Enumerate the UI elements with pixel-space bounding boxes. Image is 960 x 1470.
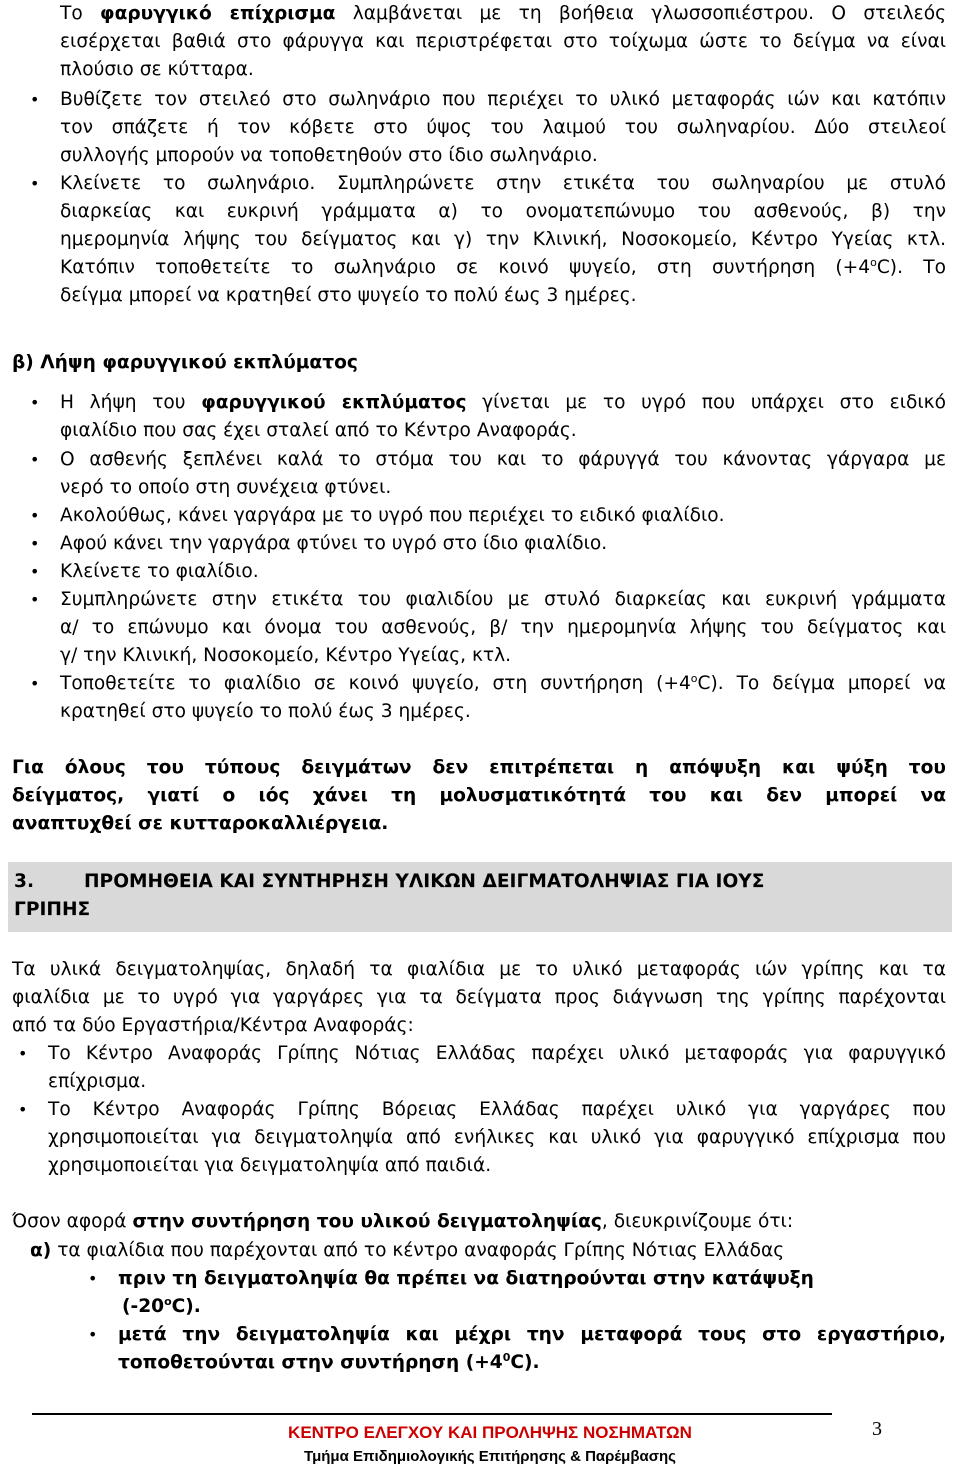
list-item-line: γ/ την Κλινική, Νοσοκομείο, Κέντρο Υγείας, κτλ.	[60, 645, 512, 666]
sublist-label: α)	[30, 1240, 52, 1261]
section-3-header	[8, 862, 952, 932]
footer-organization: ΚΕΝΤΡΟ ΕΛΕΓΧΟΥ ΚΑΙ ΠΡΟΛΗΨΗΣ ΝΟΣΗΜΑΤΩΝ	[288, 1423, 692, 1442]
bullet-icon	[88, 1265, 97, 1293]
paragraph-line: πλούσιο σε κύτταρα.	[60, 59, 254, 80]
list-item-line: Τοποθετείτε το φιαλίδιο σε κοινό ψυγείο, στη συντήρηση $(+4^oC)$. Το δείγμα μπορεί να	[60, 671, 946, 694]
list-item-line: συλλογής μπορούν να τοποθετηθούν στο ίδιο σωληνάριο.	[60, 145, 598, 166]
bullet-icon	[30, 530, 39, 558]
bullet-icon	[30, 170, 39, 198]
footer-department: Τμήμα Επιδημιολογικής Επιτήρησης & Παρέμβασης	[304, 1448, 676, 1465]
bold-term: φαρυγγικού εκπλύματος	[201, 392, 467, 413]
list-item-line: κρατηθεί στο ψυγείο το πολύ έως 3 ημέρες.	[60, 701, 471, 722]
footer-divider	[32, 1413, 832, 1415]
list-item-line: Αφού κάνει την γαργάρα φτύνει το υγρό στο ίδιο φιαλίδιο.	[60, 533, 608, 554]
list-item-line: Ο ασθενής ξεπλένει καλά το στόμα του και το φάρυγγά του κάνοντας γάργαρα με	[60, 449, 946, 470]
list-item-line: ημερομηνία λήψης του δείγματος και γ) την Κλινική, Νοσοκομείο, Κέντρο Υγείας κτλ.	[60, 229, 946, 250]
list-item-line: $(-20^oC)$.	[122, 1294, 201, 1317]
bullet-icon	[30, 558, 39, 586]
paragraph-line: από τα δύο Εργαστήρια/Κέντρα Αναφοράς:	[12, 1015, 414, 1036]
section-title: ΓΡΙΠΗΣ	[14, 899, 91, 920]
bullet-icon	[30, 502, 39, 530]
warning-line: Για όλους του τύπους δειγμάτων δεν επιτρέπεται η απόψυξη και ψύξη του	[12, 757, 946, 778]
bullet-icon	[30, 586, 39, 614]
bold-term: φαρυγγικό επίχρισμα	[100, 3, 336, 24]
list-item-line: φιαλίδιο που σας έχει σταλεί από το Κέντρο Αναφοράς.	[60, 420, 577, 441]
list-item-line: μετά την δειγματοληψία και μέχρι την μεταφορά τους στο εργαστήριο,	[118, 1324, 946, 1345]
bullet-icon	[88, 1321, 97, 1349]
bold-term: στην συντήρηση του υλικού δειγματοληψίας	[132, 1211, 602, 1232]
warning-line: δείγματος, γιατί ο ιός χάνει τη μολυσματικότητά του και δεν μπορεί να	[12, 785, 946, 806]
list-item-line: Συμπληρώνετε στην ετικέτα του φιαλιδίου με στυλό διαρκείας και ευκρινή γράμματα	[60, 589, 946, 610]
list-item-line: Κλείνετε το φιαλίδιο.	[60, 561, 259, 582]
list-item-line: χρησιμοποιείται για δειγματοληψία από ενήλικες και υλικό για φαρυγγικό επίχρισμα που	[48, 1127, 946, 1148]
list-item-line: α/ το επώνυμο και όνομα του ασθενούς, β/ την ημερομηνία λήψης του δείγματος και	[60, 617, 946, 638]
paragraph-line: φιαλίδια με το υγρό για γαργάρες για τα δείγματα προς διάγνωση της γρίπης παρέχονται	[12, 987, 946, 1008]
bullet-icon	[18, 1040, 27, 1068]
paragraph-line: εισέρχεται βαθιά στο φάρυγγα και περιστρέφεται στο τοίχωμα ώστε το δείγμα να είναι	[60, 31, 946, 52]
list-item-line: Κλείνετε το σωληνάριο. Συμπληρώνετε στην ετικέτα του σωληναρίου με στυλό	[60, 173, 946, 194]
list-item-line: Το Κέντρο Αναφοράς Γρίπης Νότιας Ελλάδας παρέχει υλικό μεταφοράς για φαρυγγικό	[48, 1043, 946, 1064]
page-number: 3	[872, 1418, 882, 1440]
bullet-icon	[30, 86, 39, 114]
section-number: 3.	[14, 871, 35, 892]
list-item-line: Ακολούθως, κάνει γαργάρα με το υγρό που περιέχει το ειδικό φιαλίδιο.	[60, 505, 725, 526]
list-item-line: τοποθετούνται στην συντήρηση $(+4^0C)$.	[118, 1350, 540, 1373]
list-item-line: πριν τη δειγματοληψία θα πρέπει να διατηρούνται στην κατάψυξη	[118, 1268, 814, 1289]
list-item-line: Το Κέντρο Αναφοράς Γρίπης Βόρειας Ελλάδας παρέχει υλικό για γαργάρες που	[48, 1099, 946, 1120]
paragraph-line: Όσον αφορά στην συντήρηση του υλικού δειγματοληψίας, διευκρινίζουμε ότι:	[12, 1211, 794, 1232]
sublist-label-line: α) τα φιαλίδια που παρέχονται από το κέντρο αναφοράς Γρίπης Νότιας Ελλάδας	[30, 1240, 785, 1261]
list-item-line: δείγμα μπορεί να κρατηθεί στο ψυγείο το πολύ έως 3 ημέρες.	[60, 285, 637, 306]
list-item-line: Βυθίζετε τον στειλεό στο σωληνάριο που περιέχει το υλικό μεταφοράς ιών και κατόπιν	[60, 89, 946, 110]
bullet-icon	[30, 446, 39, 474]
bullet-icon	[30, 389, 39, 417]
section-heading: β) Λήψη φαρυγγικού εκπλύματος	[12, 352, 358, 373]
paragraph-line: Το φαρυγγικό επίχρισμα λαμβάνεται με τη βοήθεια γλωσσοπιέστρου. Ο στειλεός	[60, 3, 946, 24]
bullet-icon	[18, 1096, 27, 1124]
list-item-line: Κατόπιν τοποθετείτε το σωληνάριο σε κοινό ψυγείο, στη συντήρηση $(+4^oC)$. Το	[60, 255, 947, 278]
paragraph-line: Τα υλικά δειγματοληψίας, δηλαδή τα φιαλίδια με το υλικό μεταφοράς ιών γρίπης και τα	[12, 959, 946, 980]
list-item-line: τον σπάζετε ή τον κόβετε στο ύψος του λαιμού του σωληναρίου. Δύο στειλεοί	[60, 117, 946, 138]
section-title: ΠΡΟΜΗΘΕΙΑ ΚΑΙ ΣΥΝΤΗΡΗΣΗ ΥΛΙΚΩΝ ΔΕΙΓΜΑΤΟΛΗΨΙΑΣ ΓΙΑ ΙΟΥΣ	[84, 871, 765, 892]
list-item-line: επίχρισμα.	[48, 1071, 147, 1092]
bullet-icon	[30, 670, 39, 698]
list-item-line: χρησιμοποιείται για δειγματοληψία από παιδιά.	[48, 1155, 492, 1176]
list-item-line: διαρκείας και ευκρινή γράμματα α) το ονοματεπώνυμο του ασθενούς, β) την	[60, 201, 946, 222]
list-item-line: νερό το οποίο στη συνέχεια φτύνει.	[60, 477, 392, 498]
list-item-line: Η λήψη του φαρυγγικού εκπλύματος γίνεται με το υγρό που υπάρχει στο ειδικό	[60, 392, 946, 413]
warning-line: αναπτυχθεί σε κυτταροκαλλιέργεια.	[12, 813, 389, 834]
